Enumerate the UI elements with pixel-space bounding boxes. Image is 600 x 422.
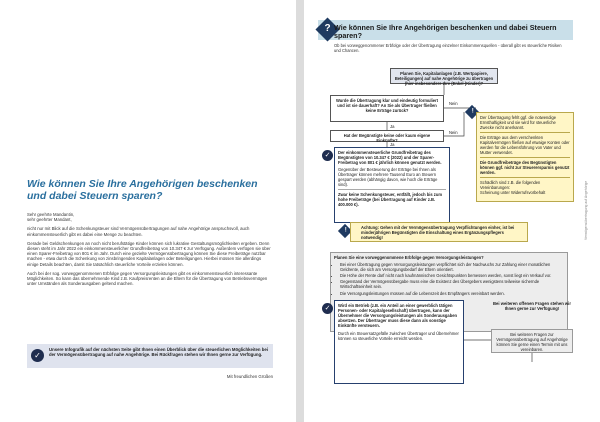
right-page: [304, 0, 600, 422]
check-icon: ✓: [31, 349, 44, 362]
warning-mark: !: [471, 108, 474, 115]
intro-text: Ob bei vorweggenommener Erbfolge oder der Übertragung einzelner Einkommensquellen - überall gibt es steuerliche Risiken und Chancen.: [334, 43, 562, 53]
info-box: [27, 344, 273, 368]
tax-benefit-footnote: Zwar keine Schenkungsteuer, entfällt, jedoch bis zum hohe Freibeträge (bei Übertragung auf Kinder z.B. 400.000 €).: [338, 192, 442, 207]
left-page-title: Wie können Sie Ihre Angehörigen beschenken und dabei Steuern sparen?: [27, 178, 258, 202]
business-transfer-box: [334, 300, 464, 384]
warning-mark: !: [344, 227, 347, 234]
divider: [338, 189, 446, 190]
no-label-2: Nein: [449, 130, 458, 135]
paragraph-3: Auch bei der sog. vorweggenommenen Erbfolge gegen Versorgungsleistungen gibt es einkommensteuerlich interessante Möglichkeiten. So kann das übernehmende Kind z.B. Kaufpreisrenten an die Eltern für die Übertragung von Betriebsvermögen unter Umständen als Sonderausgaben geltend machen.: [27, 270, 268, 287]
list-item: • Die Höhe der Rente darf nicht nach kaufmännischen Gesichtspunkten bemessen werden, sonst liegt ein Verkauf vor.: [340, 273, 564, 278]
list-item: • Gegenstand der Vermögensübergabe muss eine die Existenz des Übergebers wenigstens teilweise sichernde Wirtschaftseinheit sein.: [340, 279, 564, 289]
salutation-1: Sehr geehrte Mandantin,: [27, 212, 75, 217]
closing-greeting: Mit freundlichen Grüßen: [226, 374, 273, 379]
contact-title: Bei weiteren offenen Fragen stehen wir Ihnen gerne zur Verfügung!: [493, 301, 571, 311]
yes-label-2: Ja: [390, 142, 395, 147]
risk-text-5: Scheinung unter Widerrufsvorbehalt: [480, 190, 546, 195]
salutation-2: sehr geehrter Mandant,: [27, 217, 72, 223]
tax-benefit-text: Gegenüber der Besteuerung der Erträge bei Ihnen als Übertrager können mehrere Tausend Euro an Steuern gespart werden (abhängig davon, wie hoch die Erträge sind).: [338, 167, 438, 187]
risk-text-1: Der Übertragung fehlt ggf. die notwendige Ernsthaftigkeit und sie wird für steuerliche Zwecke nicht anerkannt.: [480, 115, 557, 130]
list-item: • Bei einer Übertragung gegen Versorgungsleistungen verpflichtet sich der Nachwuchs zur Zahlung einer monatlichen Geldrente, die sich am Versorgungsbedarf der Eltern orientiert.: [340, 262, 564, 272]
warning-box: Achtung: Gehen mit der Vermögensübertragung Verpflichtungen einher, ist bei minderjährigen Begünstigten die Einschaltung eines Ergänzungspflegers notwendig!: [350, 222, 528, 242]
check-icon: ✓: [322, 150, 333, 161]
divider: [480, 157, 570, 158]
risk-box: [476, 112, 574, 202]
tax-benefit-box: [334, 147, 450, 223]
info-text: Unsere Infografik auf der nächsten Seite gibt Ihnen einen Überblick über die steuerlichen Möglichkeiten bei der Vermögensübertragung auf nahe Angehörige. Bei Rückfragen stehen wir Ihnen gerne zur Verfügung.: [49, 347, 268, 358]
no-label-1: Nein: [449, 101, 458, 106]
tax-benefit-heading: Der einkommensteuerliche Grundfreibetrag des Begünstigten von 10.347 € (2022) und der Sparer-Freibetrag von 801 € jährlich können genutzt werden.: [338, 150, 442, 165]
divider: [480, 177, 570, 178]
list-item: • Die Versorgungsleistungen müssen auf die Lebenszeit des Empfängers vereinbart werden.: [340, 291, 564, 296]
divider: [480, 132, 570, 133]
succession-list: [334, 262, 564, 296]
paragraph-2: Gerade bei Geldschenkungen an noch nicht berufstätige Kinder können sich lukrative Gestaltungsmöglichkeiten ergeben. Denn diesen steht im Jahr 2022 ein einkommensteuerlicher Grundfreibetrag von 10.347 € zur Verfügung. Außerdem verfügen sie über einen Sparer-Freibetrag von 801 € im Jahr. Durch eine gezielte Vermögensübertragung können Sie diese Freibeträge nutzbar machen - etwa durch die Schenkung von zinsbringenden Kapitalanlagen oder Beteiligungen. Hierbei müssen Sie allerdings einige Details beachten, damit Sie tatsächlich steuerliche Vorteile erzielen können.: [27, 240, 271, 267]
letter-body: [27, 212, 273, 290]
paragraph-1: nicht nur mit Blick auf die Schenkungsteuer sind Vermögensübertragungen auf nahe Angehörige anspruchsvoll, auch einkommensteuerlich gibt es dabei eine Menge zu beachten.: [27, 226, 250, 237]
side-caption: Vermögensübertragung auf Angehörige: [584, 180, 588, 240]
risk-text-4: Schädlich sind z.B. die folgenden Vereinbarungen:: [480, 180, 541, 190]
plan-question-box: Planen Sie, Kapitalanlagen (z.B. Wertpapiere, Beteiligungen) auf nahe Angehörige zu übertragen (hier insbesondere Ihre (Enkel-)Kinder)?: [390, 68, 498, 84]
contact-box: Bei weiteren Fragen zur Vermögensübertragung auf Angehörige können Sie gerne einen Termin mit uns vereinbaren.: [491, 329, 573, 353]
yes-label-1: Ja: [390, 124, 395, 129]
left-page: [0, 0, 296, 422]
question-mark: ?: [324, 23, 331, 34]
check-icon: ✓: [322, 303, 333, 314]
risk-text-2: Die Erträge aus dem verschenkten Kapitalvermögen fließen auf etwaige Konten oder werden für die Lebensführung von Vater und Mutter verwendet.: [480, 135, 570, 155]
question-2-box: Hat der Begünstigte keine oder kaum eigene Einkünfte?: [330, 130, 444, 142]
question-1-box: Wurde die Übertragung klar und eindeutig formuliert und ist sie dauerhaft? An Sie als Übertrager fließen keine Erträge zurück?: [330, 95, 444, 122]
succession-heading: Planen Sie eine vorweggenommene Erbfolge gegen Versorgungsleistungen?: [334, 255, 484, 260]
business-transfer-heading: Wird ein Betrieb (z.B. ein Anteil an einer gewerblich tätigen Personen- oder Kapitalgesellschaft) übertragen, kann der Übernehmer die Versorgungsleistungen als Sonderausgaben absetzen. Der Übertrager muss diese dann als sonstige Einkünfte versteuern.: [338, 303, 457, 328]
risk-text-3: Die Grundfreibeträge des Begünstigten können ggf. nicht zur Steuerersparnis genutzt werden.: [480, 160, 570, 175]
business-transfer-text: Durch ein Steuersatzgefälle zwischen Übertrager und Übernehmer können so steuerliche Vorteile erreicht werden.: [338, 331, 459, 341]
right-page-title: Wie können Sie Ihre Angehörigen beschenken und dabei Steuern sparen?: [334, 23, 557, 41]
